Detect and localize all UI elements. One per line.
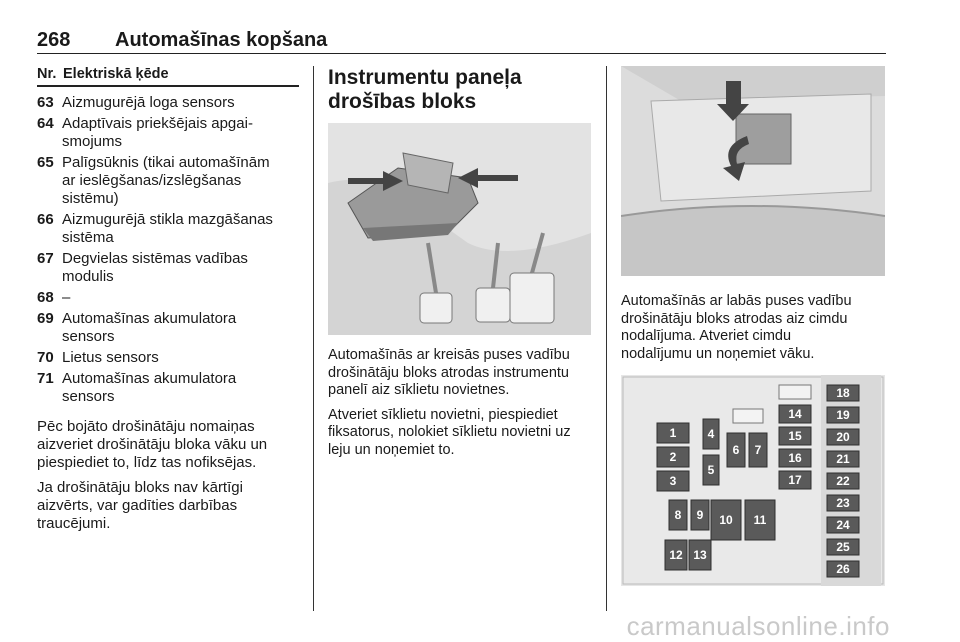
fuse-box-svg (621, 375, 885, 586)
section-heading: Instrumentu paneļa drošības bloks (328, 66, 522, 113)
row-text: Palīgsūknis (tikai automašīnām ar ieslēgšanas/izslēgšanas sistēmu) (62, 154, 270, 207)
row-number: 64 (37, 115, 54, 132)
dashboard-pedals-image (328, 123, 591, 335)
fuse-label: 24 (836, 518, 850, 532)
paragraph: Ja drošinātāju bloks nav kārtīgi aizvērts, var gadīties darbības traucējumi. (37, 479, 243, 532)
row-number: 63 (37, 94, 54, 111)
fuse-label: 10 (719, 513, 733, 527)
row-number: 69 (37, 310, 54, 327)
fuse-label: 6 (732, 443, 740, 457)
fuse-label: 21 (836, 452, 850, 466)
empty-slot (733, 409, 763, 423)
table-row (37, 154, 299, 208)
glovebox-image (621, 66, 885, 276)
row-text: Aizmugurējā loga sensors (62, 94, 235, 111)
row-text: Adaptīvais priekšējais apgai- smojums (62, 115, 253, 150)
fuse-label: 2 (669, 450, 677, 464)
table-row (37, 310, 299, 346)
page-header (37, 29, 886, 54)
table-row (37, 211, 299, 247)
fuse-box-diagram (621, 375, 885, 586)
table-row (37, 349, 299, 367)
fuse-label: 19 (836, 408, 850, 422)
row-number: 71 (37, 370, 54, 387)
empty-slot (779, 385, 811, 399)
fuse-label: 16 (788, 451, 802, 465)
page-number: 268 (37, 29, 71, 51)
paragraph: Automašīnās ar kreisās puses vadību drošinātāju bloks atrodas instrumentu panelī aiz sīklietu novietnes. (328, 347, 570, 398)
fuse-label: 3 (669, 474, 677, 488)
col3-paragraph: Automašīnās ar labās puses vadību drošinātāju bloks atrodas aiz cimdu nodalījuma. Atveriet cimdu nodalījumu un noņemiet vāku. (621, 293, 852, 362)
watermark: carmanualsonline.info (626, 611, 890, 641)
column-divider (606, 66, 607, 611)
row-text: Aizmugurējā stikla mazgāšanas sistēma (62, 211, 273, 246)
fuse-label: 17 (788, 473, 802, 487)
fuse-label: 15 (788, 429, 802, 443)
fuse-label: 4 (707, 427, 715, 441)
fuse-label: 23 (836, 496, 850, 510)
row-text: – (62, 289, 71, 306)
paragraph: Pēc bojāto drošinātāju nomaiņas aizveriet drošinātāju bloka vāku un piespiediet to, līdz tas nofiksējas. (37, 418, 268, 471)
fuse-label: 8 (674, 508, 682, 522)
fuse-label: 11 (753, 513, 767, 527)
fuse-label: 1 (669, 426, 677, 440)
fuse-label: 22 (836, 474, 850, 488)
fuse-label: 26 (836, 562, 850, 576)
column-divider (313, 66, 314, 611)
row-number: 65 (37, 154, 54, 171)
fuse-label: 7 (754, 443, 762, 457)
col1-paragraphs (37, 418, 299, 533)
column-right (621, 66, 885, 363)
row-number: 67 (37, 250, 54, 267)
fuse-label: 14 (788, 407, 802, 421)
page-title: Automašīnas kopšana (115, 29, 328, 51)
row-text: Automašīnas akumulatora sensors (62, 370, 237, 405)
fuse-label: 5 (707, 463, 715, 477)
table-header (37, 66, 299, 87)
row-number: 66 (37, 211, 54, 228)
table-row (37, 289, 299, 307)
column-middle (328, 66, 592, 459)
row-text: Automašīnas akumulatora sensors (62, 310, 237, 345)
row-text: Degvielas sistēmas vadības modulis (62, 250, 248, 285)
fuse-label: 9 (696, 508, 704, 522)
fuse-label: 12 (669, 548, 683, 562)
row-number: 68 (37, 289, 54, 306)
fuse-label: 25 (836, 540, 850, 554)
column-header-nr: Nr. (37, 66, 57, 82)
column-left (37, 66, 299, 533)
fuse-label: 13 (693, 548, 707, 562)
row-text: Lietus sensors (62, 349, 159, 366)
table-row (37, 115, 299, 151)
column-header-circuit: Elektriskā ķēde (63, 66, 169, 82)
col2-paragraphs (328, 347, 592, 459)
table-row (37, 370, 299, 406)
paragraph: Atveriet sīklietu novietni, piespiediet fiksatorus, nolokiet sīklietu novietni uz leju un noņemiet to. (328, 406, 571, 458)
fuse-label: 20 (836, 430, 850, 444)
row-number: 70 (37, 349, 54, 366)
table-row (37, 94, 299, 112)
fuse-label: 18 (836, 386, 850, 400)
fuse-table (37, 94, 299, 406)
table-row (37, 250, 299, 286)
